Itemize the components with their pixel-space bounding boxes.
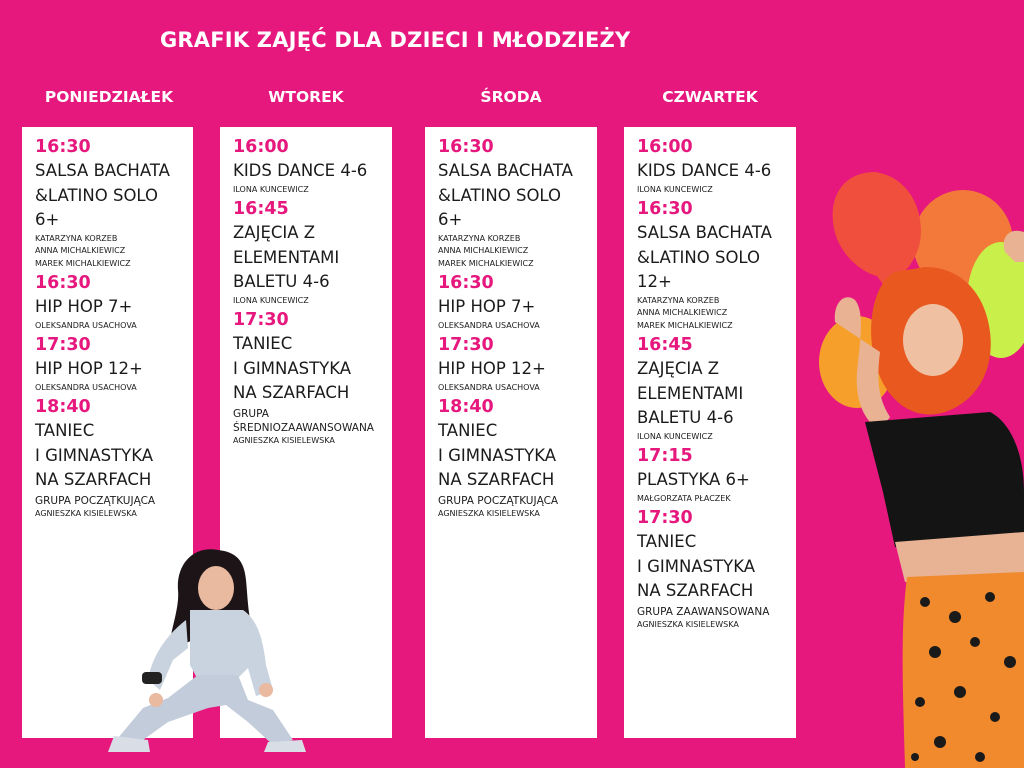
instructor-name: MAŁGORZATA PŁACZEK <box>637 493 731 503</box>
class-name: TANIEC I GIMNASTYKA NA SZARFACH <box>637 532 756 600</box>
instructor-name: AGNIESZKA KISIELEWSKA <box>637 619 739 629</box>
class-name: SALSA BACHATA &LATINO SOLO 6+ <box>35 161 170 229</box>
instructor-list <box>35 508 193 521</box>
class-name: HIP HOP 7+ <box>438 297 536 316</box>
class-entry <box>233 198 392 307</box>
instructor-name: MAREK MICHALKIEWICZ <box>35 258 131 268</box>
class-entry <box>35 396 193 520</box>
class-entry <box>637 136 796 196</box>
instructor-name: ILONA KUNCEWICZ <box>233 184 309 194</box>
class-group: GRUPA ŚREDNIOZAAWANSOWANA <box>233 407 374 434</box>
instructor-list <box>637 184 796 197</box>
instructor-list <box>637 295 796 333</box>
instructor-name: MAREK MICHALKIEWICZ <box>438 258 534 268</box>
class-time: 16:30 <box>438 273 494 293</box>
instructor-name: KATARZYNA KORZEB <box>438 233 521 243</box>
class-time: 16:45 <box>637 335 693 355</box>
class-entry <box>637 198 796 332</box>
instructor-list <box>233 184 392 197</box>
class-time: 16:30 <box>35 273 91 293</box>
dancer-woman-photo <box>795 172 1024 768</box>
instructor-name: ILONA KUNCEWICZ <box>637 184 713 194</box>
class-group: GRUPA POCZĄTKUJĄCA <box>35 494 156 507</box>
class-entry <box>637 334 796 443</box>
class-name: HIP HOP 12+ <box>438 359 546 378</box>
class-name: TANIEC I GIMNASTYKA NA SZARFACH <box>233 334 352 402</box>
class-name: TANIEC I GIMNASTYKA NA SZARFACH <box>35 421 154 489</box>
class-name: KIDS DANCE 4-6 <box>637 161 772 180</box>
instructor-name: KATARZYNA KORZEB <box>637 295 720 305</box>
dancer-girl-photo <box>98 540 310 756</box>
class-group: GRUPA ZAAWANSOWANA <box>637 605 770 618</box>
day-header-monday: PONIEDZIAŁEK <box>44 88 174 106</box>
class-group: GRUPA POCZĄTKUJĄCA <box>438 494 559 507</box>
instructor-name: AGNIESZKA KISIELEWSKA <box>233 435 335 445</box>
instructor-name: KATARZYNA KORZEB <box>35 233 118 243</box>
class-time: 17:15 <box>637 446 693 466</box>
class-entry <box>637 445 796 505</box>
class-time: 18:40 <box>35 397 91 417</box>
class-time: 16:00 <box>233 137 289 157</box>
instructor-name: AGNIESZKA KISIELEWSKA <box>438 508 540 518</box>
schedule-column-wednesday <box>425 127 597 738</box>
class-entry <box>438 272 597 332</box>
class-time: 16:30 <box>637 199 693 219</box>
instructor-list <box>637 619 796 632</box>
class-entry <box>637 507 796 631</box>
class-time: 16:45 <box>233 199 289 219</box>
class-name: ZAJĘCIA Z ELEMENTAMI BALETU 4-6 <box>637 359 744 427</box>
class-name: TANIEC I GIMNASTYKA NA SZARFACH <box>438 421 557 489</box>
class-entry <box>438 396 597 520</box>
day-header-wednesday: ŚRODA <box>480 88 542 106</box>
instructor-name: OLEKSANDRA USACHOVA <box>35 320 137 330</box>
class-entry <box>35 272 193 332</box>
instructor-name: ANNA MICHALKIEWICZ <box>637 308 728 317</box>
instructor-list <box>35 233 193 271</box>
instructor-list <box>438 382 597 395</box>
class-entry <box>35 334 193 394</box>
instructor-name: MAREK MICHALKIEWICZ <box>637 320 733 330</box>
class-time: 18:40 <box>438 397 494 417</box>
day-header-tuesday: WTOREK <box>268 88 344 106</box>
instructor-name: OLEKSANDRA USACHOVA <box>35 382 137 392</box>
instructor-name: ILONA KUNCEWICZ <box>233 295 309 305</box>
instructor-list <box>233 435 392 448</box>
class-name: SALSA BACHATA &LATINO SOLO 12+ <box>637 223 772 291</box>
instructor-name: ANNA MICHALKIEWICZ <box>35 246 126 255</box>
class-entry <box>35 136 193 270</box>
class-time: 17:30 <box>438 335 494 355</box>
class-entry <box>438 334 597 394</box>
instructor-list <box>637 431 796 444</box>
class-name: PLASTYKA 6+ <box>637 470 750 489</box>
class-time: 17:30 <box>233 310 289 330</box>
instructor-list <box>233 295 392 308</box>
class-entry <box>233 136 392 196</box>
class-name: KIDS DANCE 4-6 <box>233 161 368 180</box>
instructor-name: AGNIESZKA KISIELEWSKA <box>35 508 137 518</box>
class-time: 16:00 <box>637 137 693 157</box>
class-name: HIP HOP 7+ <box>35 297 133 316</box>
class-time: 16:30 <box>438 137 494 157</box>
instructor-list <box>438 508 597 521</box>
instructor-list <box>438 320 597 333</box>
class-name: HIP HOP 12+ <box>35 359 143 378</box>
page-title: GRAFIK ZAJĘĆ DLA DZIECI I MŁODZIEŻY <box>160 28 631 52</box>
instructor-name: OLEKSANDRA USACHOVA <box>438 382 540 392</box>
day-header-thursday: CZWARTEK <box>662 88 758 106</box>
instructor-list <box>35 320 193 333</box>
class-name: ZAJĘCIA Z ELEMENTAMI BALETU 4-6 <box>233 223 340 291</box>
instructor-list <box>35 382 193 395</box>
class-name: SALSA BACHATA &LATINO SOLO 6+ <box>438 161 573 229</box>
class-time: 17:30 <box>35 335 91 355</box>
instructor-name: ANNA MICHALKIEWICZ <box>438 246 529 255</box>
schedule-column-thursday <box>624 127 796 738</box>
instructor-name: OLEKSANDRA USACHOVA <box>438 320 540 330</box>
instructor-list <box>438 233 597 271</box>
instructor-list <box>637 493 796 506</box>
class-time: 16:30 <box>35 137 91 157</box>
class-time: 17:30 <box>637 508 693 528</box>
class-entry <box>233 309 392 447</box>
instructor-name: ILONA KUNCEWICZ <box>637 431 713 441</box>
class-entry <box>438 136 597 270</box>
